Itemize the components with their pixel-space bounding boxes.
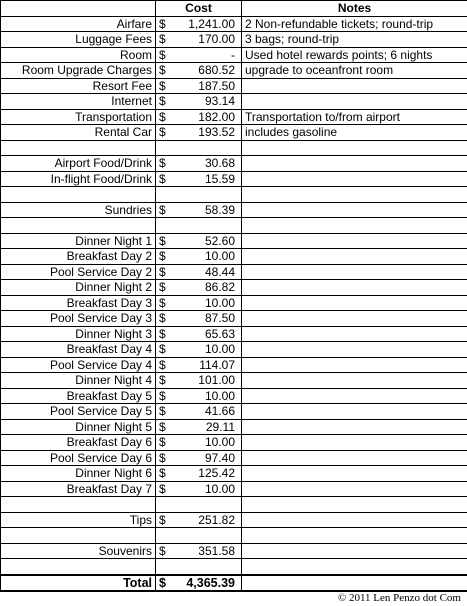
currency-symbol: $	[159, 311, 166, 326]
expense-amount-cell	[156, 528, 242, 544]
currency-symbol: $	[159, 156, 166, 171]
expense-amount: 10.00	[204, 435, 235, 450]
expense-amount-cell	[156, 249, 242, 265]
expense-amount: 10.00	[204, 388, 235, 403]
expense-amount-cell	[156, 419, 242, 435]
expense-row	[1, 311, 467, 327]
expense-note	[242, 512, 467, 528]
expense-label: Pool Service Day 5	[1, 404, 156, 420]
expense-amount: 10.00	[204, 295, 235, 310]
currency-symbol: $	[159, 32, 166, 47]
expense-amount-cell	[156, 357, 242, 373]
expense-row	[1, 373, 467, 389]
expense-note	[242, 218, 467, 234]
total-label: Total	[1, 575, 156, 592]
expense-row	[1, 295, 467, 311]
expense-label: Breakfast Day 7	[1, 481, 156, 497]
expense-row	[1, 47, 467, 63]
total-note	[242, 575, 467, 592]
expense-amount: 52.60	[204, 233, 235, 248]
expense-label: Breakfast Day 4	[1, 342, 156, 358]
expense-label: Breakfast Day 5	[1, 388, 156, 404]
expense-label: Pool Service Day 6	[1, 450, 156, 466]
expense-note	[242, 559, 467, 575]
expense-amount-cell	[156, 373, 242, 389]
expense-amount-cell	[156, 450, 242, 466]
expense-amount-cell	[156, 512, 242, 528]
expense-amount-cell	[156, 342, 242, 358]
expense-amount: 10.00	[204, 249, 235, 264]
expense-row	[1, 63, 467, 79]
expense-row	[1, 171, 467, 187]
currency-symbol: $	[159, 202, 166, 217]
expense-label: Luggage Fees	[1, 32, 156, 48]
expense-label: Pool Service Day 4	[1, 357, 156, 373]
expense-note	[242, 233, 467, 249]
expense-note: includes gasoline	[242, 125, 467, 141]
expense-amount: 1,241.00	[188, 16, 235, 31]
expense-amount: 15.59	[204, 171, 235, 186]
expense-amount: 170.00	[198, 32, 235, 47]
expense-label: Breakfast Day 2	[1, 249, 156, 265]
expense-label: Breakfast Day 3	[1, 295, 156, 311]
expense-amount-cell	[156, 94, 242, 110]
expense-amount: 58.39	[204, 202, 235, 217]
currency-symbol: $	[159, 171, 166, 186]
expense-label: Souvenirs	[1, 543, 156, 559]
expense-amount-cell	[156, 202, 242, 218]
expense-amount-cell	[156, 435, 242, 451]
total-amount: 4,365.39	[186, 575, 235, 590]
expense-label: Internet	[1, 94, 156, 110]
expense-note	[242, 435, 467, 451]
expense-amount-cell	[156, 466, 242, 482]
expense-label	[1, 218, 156, 234]
expense-amount-cell	[156, 559, 242, 575]
expense-amount-cell	[156, 140, 242, 156]
expense-label: Room	[1, 47, 156, 63]
expense-amount-cell	[156, 47, 242, 63]
expense-amount: 680.52	[198, 63, 235, 78]
expense-amount-cell	[156, 233, 242, 249]
currency-symbol: $	[159, 373, 166, 388]
expense-row	[1, 156, 467, 172]
expense-amount-cell	[156, 388, 242, 404]
expense-label	[1, 559, 156, 575]
expense-row	[1, 512, 467, 528]
expense-amount-cell	[156, 264, 242, 280]
expense-amount: 65.63	[204, 326, 235, 341]
expense-row	[1, 342, 467, 358]
currency-symbol: $	[159, 326, 166, 341]
expense-amount: 48.44	[204, 264, 235, 279]
expense-amount-cell	[156, 497, 242, 513]
currency-symbol: $	[159, 233, 166, 248]
expense-amount: -	[231, 47, 235, 62]
expense-label: Sundries	[1, 202, 156, 218]
expense-label: Tips	[1, 512, 156, 528]
expense-label: Breakfast Day 6	[1, 435, 156, 451]
expense-row	[1, 16, 467, 32]
expense-note: 3 bags; round-trip	[242, 32, 467, 48]
expense-note: upgrade to oceanfront room	[242, 63, 467, 79]
expense-label: Pool Service Day 3	[1, 311, 156, 327]
currency-symbol: $	[159, 16, 166, 31]
expense-row	[1, 450, 467, 466]
currency-symbol: $	[159, 47, 166, 62]
expense-row	[1, 404, 467, 420]
expense-amount-cell	[156, 63, 242, 79]
expense-row	[1, 481, 467, 497]
expense-amount-cell	[156, 156, 242, 172]
expense-note	[242, 171, 467, 187]
expense-row	[1, 187, 467, 203]
currency-symbol: $	[159, 543, 166, 558]
expense-label	[1, 187, 156, 203]
expense-amount: 351.58	[198, 543, 235, 558]
expense-label: Airport Food/Drink	[1, 156, 156, 172]
expense-note	[242, 404, 467, 420]
currency-symbol: $	[159, 280, 166, 295]
expense-note	[242, 264, 467, 280]
expense-amount-cell	[156, 16, 242, 32]
currency-symbol: $	[159, 481, 166, 496]
expense-amount: 10.00	[204, 481, 235, 496]
expense-amount-cell	[156, 218, 242, 234]
expense-row	[1, 326, 467, 342]
expense-note	[242, 497, 467, 513]
expense-row	[1, 388, 467, 404]
expense-row	[1, 466, 467, 482]
expense-row	[1, 357, 467, 373]
expense-amount: 87.50	[204, 311, 235, 326]
expense-amount-cell	[156, 32, 242, 48]
expense-amount-cell	[156, 171, 242, 187]
expense-note	[242, 481, 467, 497]
expense-row	[1, 264, 467, 280]
expense-amount-cell	[156, 109, 242, 125]
expense-note	[242, 543, 467, 559]
expense-note	[242, 94, 467, 110]
expense-amount: 182.00	[198, 109, 235, 124]
expense-note	[242, 202, 467, 218]
expense-label: Pool Service Day 2	[1, 264, 156, 280]
expense-row	[1, 202, 467, 218]
expense-label: Rental Car	[1, 125, 156, 141]
currency-symbol: $	[159, 109, 166, 124]
currency-symbol: $	[159, 357, 166, 372]
expense-row	[1, 94, 467, 110]
expense-label: Dinner Night 6	[1, 466, 156, 482]
expense-amount: 30.68	[204, 156, 235, 171]
expense-table-body	[1, 1, 467, 592]
total-amount-cell	[156, 575, 242, 592]
expense-amount: 251.82	[198, 512, 235, 527]
expense-row	[1, 32, 467, 48]
currency-symbol: $	[159, 342, 166, 357]
expense-note: 2 Non-refundable tickets; round-trip	[242, 16, 467, 32]
expense-row	[1, 140, 467, 156]
expense-note	[242, 342, 467, 358]
currency-symbol: $	[159, 63, 166, 78]
expense-note	[242, 280, 467, 296]
currency-symbol: $	[159, 249, 166, 264]
currency-symbol: $	[159, 435, 166, 450]
expense-amount: 86.82	[204, 280, 235, 295]
expense-amount-cell	[156, 125, 242, 141]
expense-amount: 125.42	[198, 466, 235, 481]
expense-row	[1, 497, 467, 513]
expense-note: Used hotel rewards points; 6 nights	[242, 47, 467, 63]
expense-amount: 41.66	[204, 404, 235, 419]
expense-amount-cell	[156, 326, 242, 342]
expense-note	[242, 419, 467, 435]
expense-note	[242, 249, 467, 265]
expense-label: In-flight Food/Drink	[1, 171, 156, 187]
expense-row	[1, 218, 467, 234]
header-cost: Cost	[156, 1, 242, 17]
expense-label: Dinner Night 3	[1, 326, 156, 342]
currency-symbol: $	[159, 404, 166, 419]
header-notes: Notes	[242, 1, 467, 17]
expense-amount: 97.40	[204, 450, 235, 465]
expense-label: Dinner Night 5	[1, 419, 156, 435]
expense-amount: 10.00	[204, 342, 235, 357]
expense-row	[1, 280, 467, 296]
expense-note	[242, 466, 467, 482]
expense-amount-cell	[156, 187, 242, 203]
expense-note	[242, 388, 467, 404]
currency-symbol: $	[159, 295, 166, 310]
expense-row	[1, 233, 467, 249]
expense-label	[1, 528, 156, 544]
expense-row	[1, 78, 467, 94]
expense-note	[242, 373, 467, 389]
copyright-footer: © 2011 Len Penzo dot Com	[337, 592, 461, 604]
currency-symbol: $	[159, 94, 166, 109]
expense-row	[1, 419, 467, 435]
currency-symbol: $	[159, 419, 166, 434]
expense-note	[242, 140, 467, 156]
expense-amount: 114.07	[199, 357, 235, 372]
expense-note	[242, 326, 467, 342]
expense-amount: 101.00	[198, 373, 235, 388]
expense-label: Airfare	[1, 16, 156, 32]
expense-amount-cell	[156, 295, 242, 311]
expense-note	[242, 357, 467, 373]
expense-label: Dinner Night 2	[1, 280, 156, 296]
currency-symbol: $	[159, 78, 166, 93]
expense-note	[242, 78, 467, 94]
expense-note: Transportation to/from airport	[242, 109, 467, 125]
currency-symbol: $	[159, 450, 166, 465]
expense-amount: 29.11	[205, 419, 235, 434]
expense-note	[242, 295, 467, 311]
expense-amount: 93.14	[204, 94, 235, 109]
expense-amount-cell	[156, 78, 242, 94]
total-row	[1, 575, 467, 592]
expense-note	[242, 187, 467, 203]
expense-row	[1, 559, 467, 575]
expense-note	[242, 311, 467, 327]
expense-row	[1, 125, 467, 141]
expense-label: Dinner Night 4	[1, 373, 156, 389]
expense-note	[242, 450, 467, 466]
expense-row	[1, 543, 467, 559]
expense-row	[1, 435, 467, 451]
expense-label: Dinner Night 1	[1, 233, 156, 249]
expense-amount-cell	[156, 481, 242, 497]
expense-label: Room Upgrade Charges	[1, 63, 156, 79]
expense-label	[1, 497, 156, 513]
expense-amount-cell	[156, 311, 242, 327]
currency-symbol: $	[159, 575, 166, 590]
expense-label	[1, 140, 156, 156]
currency-symbol: $	[159, 512, 166, 527]
currency-symbol: $	[159, 466, 166, 481]
expense-amount: 193.52	[198, 125, 235, 140]
currency-symbol: $	[159, 125, 166, 140]
expense-label: Resort Fee	[1, 78, 156, 94]
expense-row	[1, 249, 467, 265]
expense-row	[1, 528, 467, 544]
header-row	[1, 1, 467, 17]
expense-row	[1, 109, 467, 125]
expense-note	[242, 156, 467, 172]
expense-label: Transportation	[1, 109, 156, 125]
expense-amount-cell	[156, 543, 242, 559]
expense-note	[242, 528, 467, 544]
header-label-cell	[1, 1, 156, 17]
expense-amount-cell	[156, 280, 242, 296]
currency-symbol: $	[159, 388, 166, 403]
expense-amount-cell	[156, 404, 242, 420]
currency-symbol: $	[159, 264, 166, 279]
expense-amount: 187.50	[198, 78, 235, 93]
